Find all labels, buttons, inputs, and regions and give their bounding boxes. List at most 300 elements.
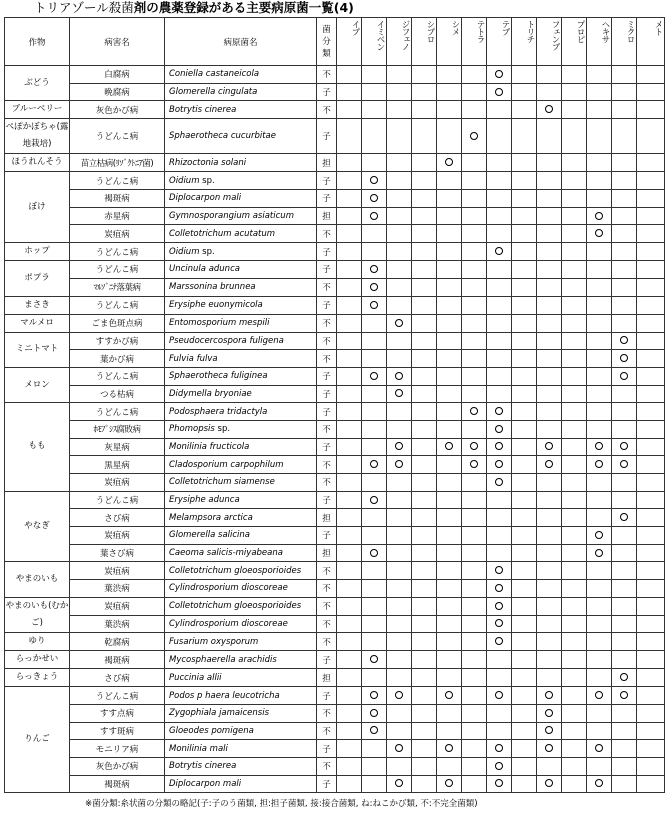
registration-cell [462,66,487,84]
registration-cell [562,740,587,758]
pathogen-cell [165,687,317,705]
registration-cell [337,278,362,296]
registration-cell [512,775,537,793]
registration-cell [562,722,587,740]
registration-cell [362,704,387,722]
registration-cell [537,544,562,562]
disease-cell: さび病 [70,509,165,527]
registration-cell [412,190,437,208]
pathogen-cell [165,101,317,119]
registration-cell [612,278,637,296]
classification-cell: 子 [317,527,337,545]
registration-cell [587,615,612,633]
registration-cell [437,651,462,669]
registration-cell [537,509,562,527]
pathogen-cell [165,190,317,208]
crop-cell: ミニトマト [5,332,70,367]
registration-cell [562,438,587,456]
registration-cell [587,154,612,172]
disease-cell: 灰色かび病 [70,101,165,119]
registration-cell [612,509,637,527]
registration-cell [587,491,612,509]
registration-cell [412,651,437,669]
registration-cell [537,403,562,421]
pathogen-cell [165,438,317,456]
registered-circle-icon [395,691,403,699]
registration-cell [537,740,562,758]
registration-cell [587,669,612,687]
registered-circle-icon [470,132,478,140]
table-row [5,119,665,154]
registration-cell [487,474,512,492]
disease-cell: うどんこ病 [70,296,165,314]
registration-cell [387,687,412,705]
registration-cell [562,243,587,261]
registration-cell [537,420,562,438]
table-row [5,740,665,758]
registration-cell [562,207,587,225]
registration-cell [462,722,487,740]
registration-cell [412,580,437,598]
registration-cell [562,669,587,687]
disease-cell: 炭疽病 [70,562,165,580]
pathogen-cell [165,278,317,296]
classification-cell: 不 [317,615,337,633]
registration-cell [487,456,512,474]
registered-circle-icon [370,372,378,380]
registration-cell [387,261,412,279]
registration-cell [537,687,562,705]
registration-cell [487,190,512,208]
registration-cell [587,438,612,456]
pathogen-name: Podos p haera leucotricha [169,690,280,701]
registration-cell [412,474,437,492]
registration-cell [612,615,637,633]
registration-cell [512,456,537,474]
pathogen-cell [165,669,317,687]
registration-cell [587,83,612,101]
registration-cell [562,580,587,598]
registration-cell [387,296,412,314]
registration-cell [362,615,387,633]
registered-circle-icon [370,194,378,202]
registered-circle-icon [445,158,453,166]
registration-cell [587,119,612,154]
registration-cell [387,562,412,580]
registration-cell [437,456,462,474]
registration-cell [437,350,462,368]
registration-cell [412,509,437,527]
disease-cell: 赤星病 [70,207,165,225]
registration-cell [537,154,562,172]
registration-cell [612,420,637,438]
crop-cell: マルメロ [5,314,70,332]
registration-cell [337,669,362,687]
table-row [5,207,665,225]
registration-cell [487,403,512,421]
registration-cell [487,172,512,190]
registration-cell [637,101,665,119]
registration-cell [562,225,587,243]
registration-cell [362,527,387,545]
registration-cell [512,740,537,758]
registration-cell [637,491,665,509]
registration-cell [487,261,512,279]
registration-cell [537,278,562,296]
registration-cell [487,597,512,615]
registered-circle-icon [495,88,503,96]
registration-cell [587,580,612,598]
pathogen-cell [165,775,317,793]
crop-cell: やまのいも [5,562,70,597]
registration-cell [637,633,665,651]
registration-cell [562,757,587,775]
registration-cell [412,385,437,403]
registration-cell [537,722,562,740]
registration-cell [637,83,665,101]
registration-cell [637,757,665,775]
classification-cell: 子 [317,83,337,101]
registration-cell [537,651,562,669]
registration-cell [612,101,637,119]
pathogen-cell [165,527,317,545]
registration-cell [512,207,537,225]
registration-cell [587,243,612,261]
registration-cell [487,757,512,775]
registration-cell [562,491,587,509]
registration-cell [437,403,462,421]
registered-circle-icon [370,176,378,184]
registration-cell [462,261,487,279]
pathogen-name: Puccinia allii [169,672,222,683]
crop-cell: もも [5,403,70,491]
pathogen-name: Botrytis cinerea [169,761,237,772]
registration-cell [437,225,462,243]
registration-cell [512,580,537,598]
disease-cell: うどんこ病 [70,243,165,261]
registration-cell [637,704,665,722]
registration-cell [612,207,637,225]
registration-cell [362,154,387,172]
disease-cell: 灰色かび病 [70,757,165,775]
registration-cell [437,101,462,119]
registration-cell [437,669,462,687]
pathogen-cell [165,722,317,740]
registration-cell [537,350,562,368]
registration-cell [412,119,437,154]
classification-cell: 不 [317,314,337,332]
registration-cell [362,438,387,456]
registration-cell [387,278,412,296]
registered-circle-icon [495,691,503,699]
table-row [5,527,665,545]
registration-cell [337,119,362,154]
registration-cell [412,420,437,438]
pathogen-name: Fulvia fulva [169,353,218,364]
disease-cell: 褐斑病 [70,775,165,793]
registered-circle-icon [470,460,478,468]
registration-cell [387,544,412,562]
registration-cell [612,597,637,615]
registration-cell [337,615,362,633]
disease-cell: うどんこ病 [70,261,165,279]
pathogen-name: Colletotrichum siamense [169,477,275,488]
registration-cell [462,456,487,474]
registration-cell [412,243,437,261]
registered-circle-icon [495,584,503,592]
header-fungicide: メト [637,18,665,66]
registration-cell [462,544,487,562]
registration-cell [537,580,562,598]
disease-cell: 炭疽病 [70,225,165,243]
registration-cell [462,491,487,509]
registration-cell [587,66,612,84]
registration-cell [337,438,362,456]
registration-cell [562,332,587,350]
registration-cell [512,704,537,722]
registration-cell [612,527,637,545]
registration-cell [612,544,637,562]
registration-cell [612,154,637,172]
registration-cell [512,119,537,154]
registration-cell [637,278,665,296]
registration-cell [487,66,512,84]
registration-cell [462,615,487,633]
registration-cell [437,119,462,154]
registration-cell [612,261,637,279]
registration-cell [612,243,637,261]
disease-cell: 黒星病 [70,456,165,474]
registration-cell [412,172,437,190]
crop-cell: ぼけ [5,172,70,243]
pathogen-cell [165,403,317,421]
registered-circle-icon [495,247,503,255]
registration-cell [637,509,665,527]
registered-circle-icon [445,779,453,787]
registration-cell [562,119,587,154]
registration-cell [587,225,612,243]
registration-cell [512,350,537,368]
pathogen-cell [165,367,317,385]
registration-cell [562,597,587,615]
registration-cell [412,296,437,314]
registration-cell [412,633,437,651]
registration-cell [362,119,387,154]
registration-cell [437,615,462,633]
registered-circle-icon [445,744,453,752]
registration-cell [387,651,412,669]
registration-cell [512,101,537,119]
registration-cell [437,687,462,705]
registration-cell [437,66,462,84]
disease-cell: うどんこ病 [70,172,165,190]
registration-cell [337,757,362,775]
registration-cell [362,367,387,385]
registration-cell [562,278,587,296]
registration-cell [587,101,612,119]
registration-cell [337,456,362,474]
registration-cell [537,83,562,101]
registration-cell [512,83,537,101]
registration-cell [587,296,612,314]
registration-cell [462,190,487,208]
registration-cell [362,580,387,598]
registration-cell [337,687,362,705]
registration-cell [362,775,387,793]
registration-cell [337,775,362,793]
registration-cell [637,687,665,705]
registration-cell [487,207,512,225]
registration-cell [437,278,462,296]
registration-cell [412,562,437,580]
classification-cell: 不 [317,350,337,368]
registration-cell [612,651,637,669]
registration-cell [362,385,387,403]
registration-cell [587,651,612,669]
registration-cell [462,296,487,314]
registration-cell [387,154,412,172]
registration-cell [337,350,362,368]
crop-cell: ポプラ [5,261,70,296]
registration-cell [412,687,437,705]
registration-cell [462,83,487,101]
registration-cell [512,314,537,332]
registration-cell [537,119,562,154]
registration-cell [387,83,412,101]
registration-cell [562,544,587,562]
registration-cell [537,190,562,208]
pathogen-name: Monilinia mali [169,743,228,754]
registration-cell [462,651,487,669]
registration-cell [462,509,487,527]
registration-cell [612,687,637,705]
registration-cell [487,615,512,633]
classification-cell: 不 [317,456,337,474]
classification-cell: 子 [317,403,337,421]
registration-cell [487,580,512,598]
registration-cell [337,704,362,722]
registration-cell [612,722,637,740]
registration-cell [612,438,637,456]
registration-cell [387,172,412,190]
registration-cell [412,438,437,456]
pathogen-cell [165,491,317,509]
registration-cell [487,669,512,687]
pathogen-name: Glomerella cingulata [169,87,258,98]
registered-circle-icon [470,407,478,415]
registered-circle-icon [370,691,378,699]
registration-cell [562,633,587,651]
registration-cell [612,385,637,403]
registration-cell [612,172,637,190]
disease-cell: 葉さび病 [70,544,165,562]
registered-circle-icon [545,460,553,468]
registration-cell [562,509,587,527]
registration-cell [437,509,462,527]
pathogen-name: Melampsora arctica [169,512,253,523]
header-fungicide: テブ [487,18,512,66]
registration-cell [637,207,665,225]
registration-cell [462,420,487,438]
classification-cell: 担 [317,544,337,562]
registration-cell [337,651,362,669]
registration-cell [612,669,637,687]
registration-cell [362,190,387,208]
crop-cell: ぺぽかぼちゃ(露地栽培) [5,119,70,154]
pathogen-name: Cladosporium carpophilum [169,459,284,470]
disease-cell: ﾏﾙｿﾞﾆﾅ落葉病 [70,278,165,296]
registration-cell [587,544,612,562]
header-fungicide: イプ [337,18,362,66]
pathogen-name: Coniella castaneicola [169,69,260,80]
registered-circle-icon [495,744,503,752]
registration-cell [612,403,637,421]
registration-cell [437,243,462,261]
registration-cell [612,775,637,793]
registered-circle-icon [495,70,503,78]
pathogen-cell [165,207,317,225]
registration-cell [462,527,487,545]
registration-cell [362,332,387,350]
table-row [5,491,665,509]
registration-cell [337,385,362,403]
registration-cell [437,420,462,438]
pathogen-name: Sphaerotheca cucurbitae [169,131,276,142]
registration-cell [412,527,437,545]
registration-cell [462,367,487,385]
table-row [5,438,665,456]
footnote: ※菌分類:糸状菌の分類の略記(子:子のう菌類, 担:担子菌類, 接:接合菌類, ね:ねこかび類, 不:不完全菌類) [85,799,478,809]
registered-circle-icon [495,602,503,610]
registration-cell [637,615,665,633]
pathogen-cell [165,757,317,775]
registration-cell [437,296,462,314]
registration-cell [387,669,412,687]
disease-cell: 白腐病 [70,66,165,84]
registration-cell [637,385,665,403]
registration-cell [387,101,412,119]
registration-cell [362,243,387,261]
pathogen-name: Zygophiala jamaicensis [169,708,270,719]
registered-circle-icon [620,442,628,450]
registration-cell [637,66,665,84]
registration-cell [337,332,362,350]
pathogen-cell [165,119,317,154]
registration-cell [637,261,665,279]
registered-circle-icon [545,105,553,113]
registration-cell [512,403,537,421]
registration-cell [412,314,437,332]
registration-cell [637,669,665,687]
registration-cell [362,420,387,438]
registration-cell [637,332,665,350]
registration-cell [487,350,512,368]
header-fungicide: フェンブ [537,18,562,66]
pathogen-suffix: sp. [199,246,215,257]
title-main: 剤の農薬登録がある主要病原菌一覧(4) [133,0,354,15]
header-fungicide: シプロ [412,18,437,66]
registration-cell [537,757,562,775]
table-row [5,757,665,775]
registration-cell [587,633,612,651]
registration-cell [487,367,512,385]
registration-cell [362,509,387,527]
registration-cell [487,243,512,261]
registered-circle-icon [620,460,628,468]
registration-cell [437,704,462,722]
registration-cell [637,172,665,190]
pathogen-suffix: sp. [214,424,231,435]
